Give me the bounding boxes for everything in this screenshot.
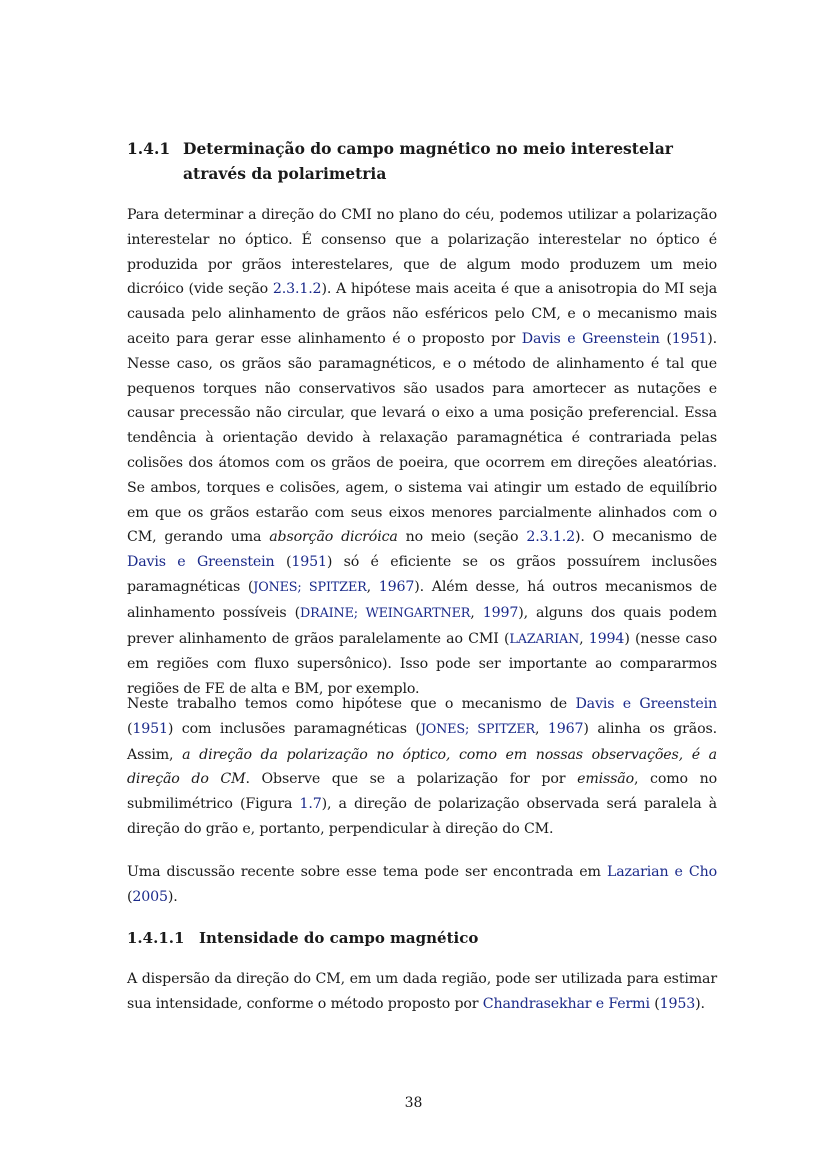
- paragraph-3: [127, 860, 717, 910]
- section-heading: [127, 137, 717, 186]
- text-run: ) (nesse caso em regiões com fluxo supersônico). Isso pode ser importante ao compararmos regiões de FE de alta e BM, por exemplo.: [127, 630, 717, 698]
- figure-ref-link[interactable]: 1.7: [299, 796, 322, 813]
- text-run: Neste trabalho temos como hipótese que o mecanismo de: [127, 696, 576, 712]
- text-run: ) alinha os grãos. Assim,: [127, 720, 717, 763]
- text-run: no meio (seção: [397, 529, 527, 546]
- text-run: (: [649, 995, 660, 1012]
- text-run: , como no submilimétrico (Figura: [127, 771, 717, 813]
- text-run: ) só é eficiente se os grãos possuírem inclusões paramagnéticas (: [127, 554, 717, 595]
- text-run: A dispersão da direção do CM, em um dada região, pode ser utilizada para estimar sua intensidade, conforme o método proposto por: [127, 971, 717, 1012]
- text-run: ) com inclusões paramagnéticas (: [167, 720, 421, 737]
- citation-link[interactable]: Davis e Greenstein: [521, 330, 660, 347]
- citation-link[interactable]: Davis e Greenstein: [127, 554, 275, 571]
- text-run: ).: [695, 995, 705, 1012]
- text-run: (: [659, 330, 672, 347]
- section-ref-link[interactable]: 2.3.1.2: [272, 281, 322, 298]
- citation-link[interactable]: Chandrasekhar e Fermi: [482, 995, 650, 1012]
- paragraph-2: [127, 692, 717, 842]
- text-run: ). A hipótese mais aceita é que a anisotropia do MI seja causada pelo alinhamento de grãos não esféricos pelo CM, e o mecanismo mais aceito para gerar esse alinhamento é o proposto por: [127, 281, 718, 347]
- subsubsection-title: Intensidade do campo magnético: [199, 929, 479, 947]
- text-run: (: [127, 888, 133, 905]
- citation-year-link[interactable]: 1953: [659, 995, 696, 1012]
- section-ref-link[interactable]: 2.3.1.2: [526, 529, 575, 546]
- text-run: (: [274, 554, 292, 571]
- text-run: (: [127, 720, 133, 737]
- text-run: ), a direção de polarização observada será paralela à direção do grão e, portanto, perpendicular à direção do CM.: [127, 796, 717, 837]
- text-run: . Observe que se a polarização for por: [245, 771, 578, 788]
- citation-link[interactable]: DRAINE; WEINGARTNER: [299, 605, 471, 621]
- text-run: Uma discussão recente sobre esse tema pode ser encontrada em: [127, 864, 607, 880]
- citation-year-link[interactable]: 1967: [378, 578, 415, 595]
- emphasis: emissão: [577, 771, 634, 788]
- citation-year-link[interactable]: 1951: [291, 554, 327, 571]
- text-run: ,: [366, 578, 379, 595]
- text-run: ). O mecanismo de: [574, 529, 717, 546]
- subsubsection-number: 1.4.1.1: [127, 929, 185, 947]
- text-run: ). Nesse caso, os grãos são paramagnéticos, e o método de alinhamento é tal que pequenos torques não conservativos são usados para amortecer as nutações e causar precessão não circular, que levará o eixo a uma posição preferencial. Essa tendência à orientação devido à relaxação paramagnética é contrariada pelas colisões dos átomos com os grãos de poeira, que ocorrem em direções aleatórias. Se ambos, torques e colisões, agem, o sistema vai atingir um estado de equilíbrio em que os grãos estarão com seus eixos menores parcialmente alinhados com o CM, gerando uma: [127, 330, 717, 546]
- citation-link[interactable]: Davis e Greenstein: [575, 696, 717, 712]
- citation-link[interactable]: JONES; SPITZER: [253, 579, 367, 595]
- citation-link[interactable]: LAZARIAN: [509, 631, 580, 647]
- section-title: Determinação do campo magnético no meio interestelar através da polarimetria: [183, 139, 673, 183]
- text-run: ), alguns dos quais podem prever alinhamento de grãos paralelamente ao CMI (: [127, 604, 717, 647]
- citation-link[interactable]: Lazarian e Cho: [606, 864, 717, 880]
- text-run: ,: [535, 720, 548, 737]
- text-run: ,: [579, 630, 589, 647]
- citation-year-link[interactable]: 1951: [671, 330, 708, 347]
- section-number: 1.4.1: [127, 139, 171, 158]
- citation-year-link[interactable]: 1951: [132, 720, 168, 737]
- paragraph-4: [127, 967, 717, 1017]
- text-run: ). Além desse, há outros mecanismos de alinhamento possíveis (: [127, 578, 717, 621]
- emphasis: absorção dicróica: [269, 529, 398, 546]
- paragraph-1: [127, 203, 717, 702]
- text-run: ,: [470, 604, 483, 621]
- page-number: 38: [404, 1095, 423, 1111]
- emphasis: a direção da polarização no óptico, como em nossas observações, é a direção do CM: [127, 746, 717, 788]
- text-run: Para determinar a direção do CMI no plano do céu, podemos utilizar a polarização interestelar no óptico. É consenso que a polarização interestelar no óptico é produzida por grãos interestelares, que de algum modo produzem um meio dicróico (vide seção: [127, 207, 717, 298]
- citation-year-link[interactable]: 2005: [132, 888, 168, 905]
- citation-year-link[interactable]: 1994: [588, 630, 625, 647]
- citation-year-link[interactable]: 1967: [547, 720, 584, 737]
- citation-link[interactable]: JONES; SPITZER: [420, 721, 536, 737]
- citation-year-link[interactable]: 1997: [482, 604, 519, 621]
- text-run: ).: [167, 888, 178, 905]
